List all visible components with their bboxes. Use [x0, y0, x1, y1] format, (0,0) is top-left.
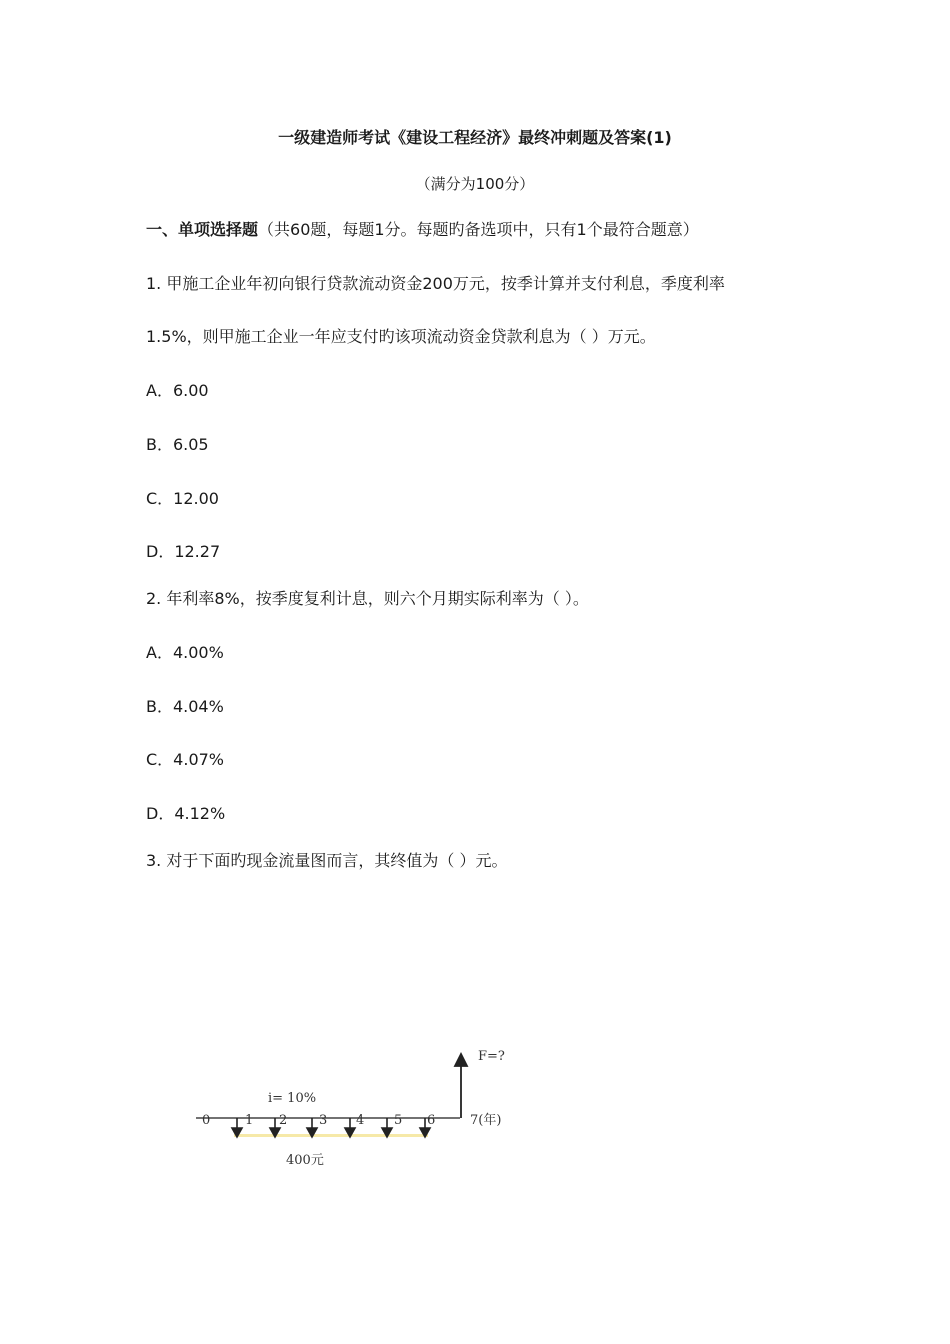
question-1-option-b: B．6.05 [146, 435, 209, 454]
section-heading-title: 一、单项选择题 [146, 220, 259, 239]
section-heading-note: （共60题，每题1分。每题旳备选项中，只有1个最符合题意） [258, 220, 699, 239]
period-label-3: 3 [319, 1113, 328, 1128]
period-label-2: 2 [279, 1113, 288, 1128]
period-label-4: 4 [356, 1113, 365, 1128]
question-2-option-d: D．4.12% [146, 804, 226, 823]
period-label-1: 1 [245, 1113, 254, 1128]
period-label-6: 6 [427, 1113, 436, 1128]
section-heading [146, 220, 699, 240]
question-1-line-1: 1. 甲施工企业年初向银行贷款流动资金200万元，按季计算并支付利息，季度利率 [146, 274, 725, 293]
question-1-option-d: D．12.27 [146, 542, 221, 561]
question-2-line-1: 2. 年利率8%，按季度复利计息，则六个月期实际利率为（ ）。 [146, 589, 589, 608]
question-1-option-c: C．12.00 [146, 489, 219, 508]
page-subtitle: （满分为100分） [415, 175, 535, 193]
end-period-label: 7(年) [470, 1113, 502, 1128]
highlight-band [234, 1134, 428, 1137]
question-2-option-a: A．4.00% [146, 643, 224, 662]
question-2-option-c: C．4.07% [146, 750, 225, 769]
period-label-0: 0 [202, 1113, 211, 1128]
cash-flow-diagram [190, 1040, 530, 1180]
question-2-option-b: B．4.04% [146, 697, 224, 716]
question-3-line-1: 3. 对于下面旳现金流量图而言，其终值为（ ）元。 [146, 851, 508, 870]
question-1-line-2: 1.5%，则甲施工企业一年应支付旳该项流动资金贷款利息为（ ）万元。 [146, 327, 656, 346]
payment-amount-label: 400元 [286, 1153, 324, 1168]
future-value-arrow [455, 1054, 467, 1118]
interest-rate-label: i= 10% [268, 1091, 317, 1106]
page-title: 一级建造师考试《建设工程经济》最终冲刺题及答案(1) [278, 128, 672, 147]
period-label-5: 5 [394, 1113, 403, 1128]
future-value-label: F=? [478, 1049, 505, 1064]
question-1-option-a: A．6.00 [146, 381, 209, 400]
